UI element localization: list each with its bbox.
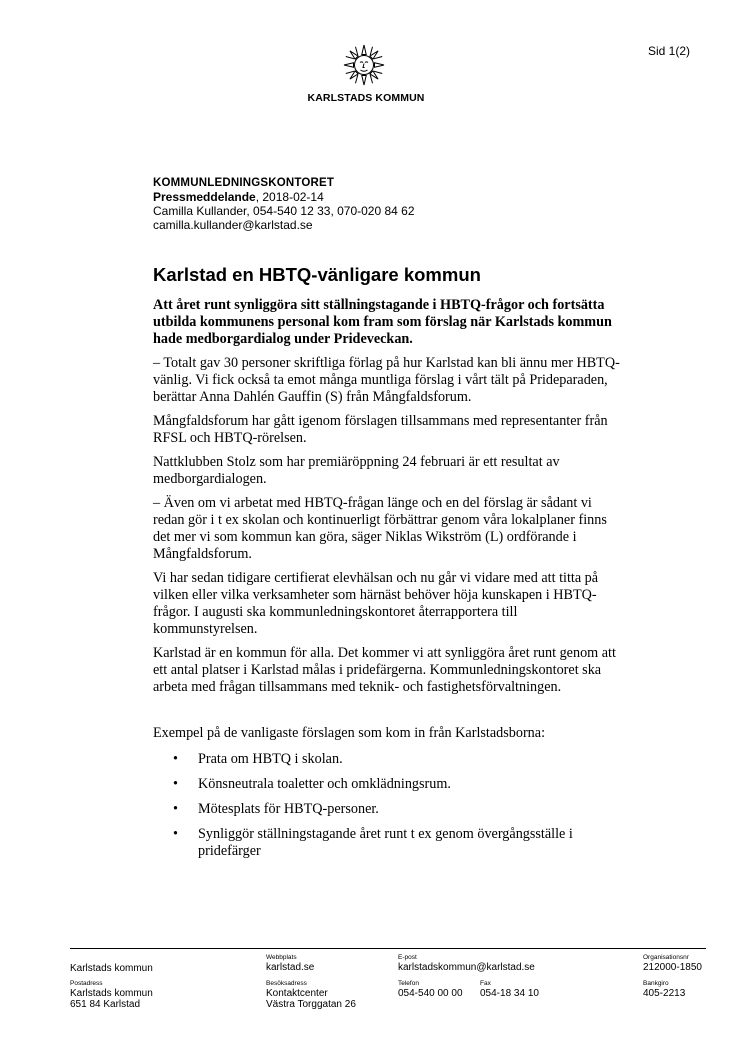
page-number: Sid 1(2) [648, 44, 691, 58]
paragraph: – Även om vi arbetat med HBTQ-frågan länge och en del förslag är sådant vi redan gör i t ex skolan och kontinuerligt förbättrar genom våra lokalplaner finns det mer vi som kommun kan göra, säger Niklas Wikström (L) ordförande i Mångfaldsforum. [153, 495, 607, 562]
sender-block [153, 176, 415, 232]
bullet-icon: • [173, 801, 178, 817]
article-body [153, 297, 623, 868]
footer-visit-line2: Västra Torggatan 26 [266, 999, 356, 1010]
contact-line: Camilla Kullander, 054-540 12 33, 070-020 84 62 [153, 204, 415, 218]
footer-email-label: E-post [398, 954, 417, 961]
footer-postal-line1: Karlstads kommun [70, 988, 153, 999]
press-line [153, 190, 415, 204]
footer-fax-label: Fax [480, 980, 491, 987]
contact-email[interactable]: camilla.kullander@karlstad.se [153, 218, 313, 232]
paragraph: Karlstad är en kommun för alla. Det kommer vi att synliggöra året runt genom att ett antal platser i Karlstad målas i pridefärgerna. Kommunledningskontoret ska arbeta med frågan tillsammans med teknik- och fastighetsförvaltningen. [153, 645, 616, 695]
footer-bankgiro-label: Bankgiro [643, 980, 669, 987]
list-item-text: Synliggör ställningstagande året runt t ex genom övergångsställe i pridefärger [198, 826, 573, 859]
footer-org-value: 212000-1850 [643, 962, 702, 973]
paragraph: Nattklubben Stolz som har premiäröppning 24 februari är ett resultat av medborgardialogen. [153, 454, 560, 487]
department: KOMMUNLEDNINGSKONTORET [153, 177, 335, 189]
footer-web-link[interactable]: karlstad.se [266, 962, 315, 973]
footer-visit [266, 980, 356, 1010]
bullet-icon: • [173, 751, 178, 767]
list-item-text: Mötesplats för HBTQ-personer. [198, 801, 379, 817]
footer-visit-line1: Kontaktcenter [266, 988, 328, 999]
footer-phone [398, 980, 463, 999]
footer-org [643, 954, 702, 973]
footer-name [70, 963, 153, 974]
footer-web-label: Webbplats [266, 954, 297, 961]
footer-postal [70, 980, 153, 1010]
list-item-text: Könsneutrala toaletter och omklädningsrum. [198, 776, 451, 792]
bullet-icon: • [173, 776, 178, 792]
list-item [153, 751, 623, 768]
list-intro: Exempel på de vanligaste förslagen som kom in från Karlstadsborna: [153, 725, 546, 741]
footer-email-link[interactable]: karlstadskommun@karlstad.se [398, 962, 535, 973]
footer-org-label: Organisationsnr [643, 954, 689, 961]
footer-bankgiro-value: 405-2213 [643, 988, 686, 999]
list-item-text: Prata om HBTQ i skolan. [198, 751, 343, 767]
paragraph: Mångfaldsforum har gått igenom förslagen tillsammans med representanter från RFSL och HBTQ-rörelsen. [153, 413, 608, 446]
footer-postal-label: Postadress [70, 980, 103, 987]
footer-visit-label: Besöksadress [266, 980, 307, 987]
footer-postal-line2: 651 84 Karlstad [70, 999, 141, 1010]
bullet-icon: • [173, 826, 178, 842]
sun-face-icon [342, 43, 386, 87]
list-item [153, 776, 623, 793]
footer-fax-value: 054-18 34 10 [480, 988, 539, 999]
footer-name-value: Karlstads kommun [70, 963, 153, 974]
lead-paragraph: Att året runt synliggöra sitt ställningstagande i HBTQ-frågor och fortsätta utbilda kommunens personal kom fram som förslag när Karlstads kommun hade medborgardialog under Prideveckan. [153, 297, 612, 347]
footer-bankgiro [643, 980, 685, 999]
list-item [153, 826, 623, 860]
paragraph: – Totalt gav 30 personer skriftliga förlag på hur Karlstad kan bli ännu mer HBTQ-vänlig. Vi fick också ta emot många muntliga förslag i vårt tält på Prideparaden, berättar Anna Dahlén Gauffin (S) från Mångfaldsforum. [153, 355, 620, 405]
paragraph: Vi har sedan tidigare certifierat elevhälsan och nu går vi vidare med att titta på vilken eller vilka verksamheter som härnäst behöver höja kunskapen i HBTQ-frågor. I augusti ska kommunledningskontoret återrapportera till kommunstyrelsen. [153, 570, 599, 637]
footer-fax [480, 980, 539, 999]
page-title: Karlstad en HBTQ-vänligare kommun [153, 264, 481, 285]
footer-divider [70, 948, 706, 949]
logo-name: KARLSTADS KOMMUN [307, 92, 425, 104]
footer-web [266, 954, 314, 973]
press-type: Pressmeddelande [153, 190, 256, 204]
footer-email [398, 954, 535, 973]
press-date: , 2018-02-14 [255, 190, 324, 204]
footer-phone-value[interactable]: 054-540 00 00 [398, 988, 463, 999]
suggestion-list [153, 751, 623, 860]
list-item [153, 801, 623, 818]
footer-phone-label: Telefon [398, 980, 419, 987]
